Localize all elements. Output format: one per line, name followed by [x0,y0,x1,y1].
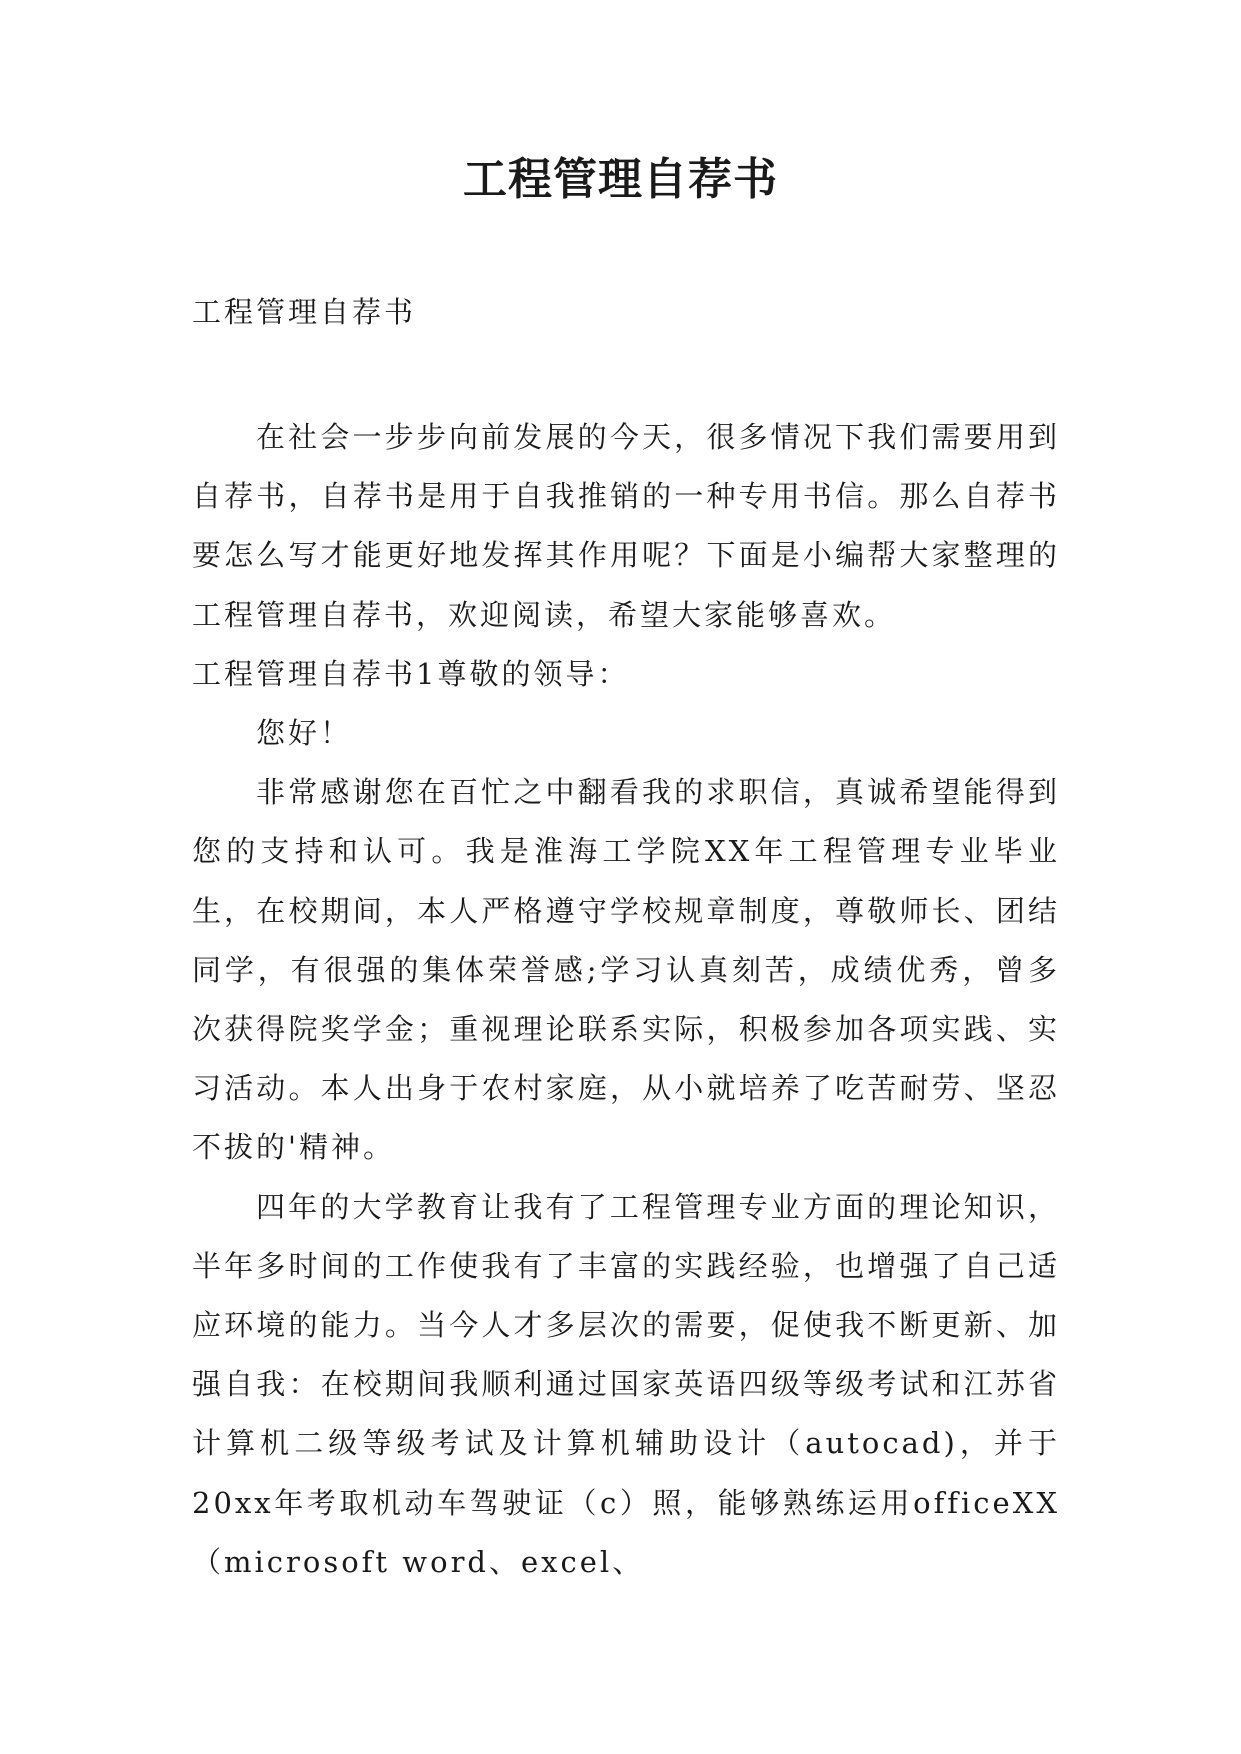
paragraph-intro: 在社会一步步向前发展的今天，很多情况下我们需要用到自荐书，自荐书是用于自我推销的一种专用书信。那么自荐书要怎么写才能更好地发挥其作用呢？下面是小编帮大家整理的工程管理自荐书，欢迎阅读，希望大家能够喜欢。 [192,420,1060,632]
paragraph-greeting: 您好！ [256,716,353,751]
document-title: 工程管理自荐书 [463,154,778,205]
paragraph-background: 非常感谢您在百忙之中翻看我的求职信，真诚希望能得到您的支持和认可。我是淮海工学院XX年工程管理专业毕业生，在校期间，本人严格遵守学校规章制度，尊敬师长、团结同学，有很强的集体荣誉感;学习认真刻苦，成绩优秀，曾多次获得院奖学金；重视理论联系实际，积极参加各项实践、实习活动。本人出身于农村家庭，从小就培养了吃苦耐劳、坚忍不拔的'精神。 [192,775,1060,1165]
document-subtitle: 工程管理自荐书 [192,295,417,329]
paragraph-salutation: 工程管理自荐书1尊敬的领导： [192,656,630,691]
document-body [192,408,1060,1592]
paragraph-education: 四年的大学教育让我有了工程管理专业方面的理论知识，半年多时间的工作使我有了丰富的实践经验，也增强了自己适应环境的能力。当今人才多层次的需要，促使我不断更新、加强自我：在校期间我顺利通过国家英语四级等级考试和江苏省计算机二级等级考试及计算机辅助设计（autocad)，并于20xx年考取机动车驾驶证（c）照，能够熟练运用officeXX（microsoft word、excel、 [192,1189,1060,1579]
